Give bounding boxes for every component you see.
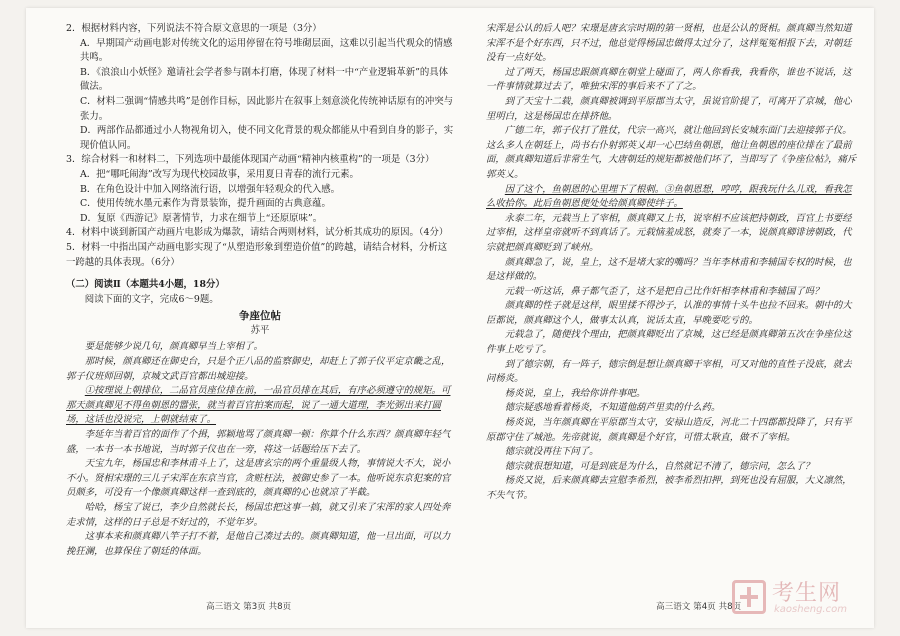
page-footer-left: 高三语文 第3页 共8页 — [206, 602, 292, 612]
passage-paragraph: 那时候，颜真卿还在御史台，只是个正八品的监察御史，却赶上了郭子仪平定京畿之乱，郭子仪班师回朝，京城文武百官都出城迎接。 — [66, 356, 451, 382]
passage-paragraph: 哈哈，杨宝了说已，李少自然就长长，杨国忠把这事一搞，就又引来了宋浑的家人四处奔走求情，这样的日子总是不好过的，不觉年岁。 — [66, 502, 451, 528]
passage-paragraph: 元载急了，随便找个理由，把颜真卿贬出了京城，这已经是颜真卿第五次在争座位这件事上吃亏了。 — [486, 329, 852, 356]
passage-paragraph: 杨炎说，当年颜真卿在平原郡当太守，安禄山造反，河北二十四郡都投降了，只有平原郡守住了城池。先帝就说，颜真卿是个好官，可惜太耿直，做不了宰相。 — [486, 417, 852, 443]
passage-paragraph-underlined: 因了这个，鱼朝恩的心里埋下了根刺。③鱼朝恩想，哼哼，跟我玩什么儿戏，看我怎么收拾你。此后鱼朝恩便处处给颜真卿使绊子。 — [486, 183, 852, 210]
passage-author: 苏平 — [250, 324, 270, 336]
option-3b: B．在角色设计中加入网络流行语，以增强年轻观众的代入感。 — [80, 183, 341, 195]
passage-paragraph: 颜真卿急了，说，皇上，这不是堵大家的嘴吗？当年李林甫和李辅国专权的时候，也是这样做的。 — [486, 256, 852, 283]
option-3d: D．复原《西游记》原著情节，力求在细节上“还原原味”。 — [80, 212, 323, 224]
passage-paragraph-underlined: ①按理说上朝排位，二品官员座位排在前，一品官员排在其后，有序必须遵守的规矩。可那天颜真卿见不得鱼朝恩的嚣张，就当着百官拍案而起，说了一通大道理，李光弼出来打圆场，这话也没说完，上朝就结束了。 — [66, 385, 451, 426]
question-5: 5．材料一中指出国产动画电影实现了“从塑造形象到塑造价值”的跨越，请结合材料，分析这一跨越的具体表现。（6分） — [66, 241, 448, 268]
passage-paragraph: 这事本来和颜真卿八竿子打不着，是他自己凑过去的。颜真卿知道，他一旦出面，可以力挽狂澜，也算保住了朝廷的体面。 — [66, 531, 451, 557]
watermark — [732, 576, 882, 620]
question-3: 3．综合材料一和材料二，下列选项中最能体现国产动画“精神内核重构”的一项是（3分） — [66, 154, 435, 166]
passage-paragraph: 德宗疑惑地看着杨炎，不知道他葫芦里卖的什么药。 — [504, 402, 721, 414]
passage-title: 争座位帖 — [239, 310, 281, 323]
passage-paragraph: 广德二年，郭子仪打了胜仗，代宗一高兴，就让他回到长安城东面门去迎接郭子仪。这么多人在朝廷上，尚书右仆射郭英乂却一心巴结鱼朝恩，他让鱼朝恩的座位排在了最前面，颜真卿知道后非常生气，大唐朝廷的规矩都被他们坏了，当即写了《争座位帖》，痛斥郭英乂。 — [486, 125, 857, 180]
passage-paragraph: 德宗就很想知道，可是到底是为什么，自然就记不清了，德宗问，怎么了？ — [504, 460, 815, 472]
passage-paragraph: 到了天宝十二载，颜真卿被调到平原郡当太守，虽说官阶提了，可离开了京城，他心里明白，这是杨国忠在排挤他。 — [486, 95, 852, 122]
passage-paragraph: 元载一听这话，鼻子都气歪了，这不是把自己比作奸相李林甫和李辅国了吗？ — [504, 285, 824, 297]
passage-paragraph: 杨炎说，皇上，我给你讲件事吧。 — [504, 387, 646, 399]
option-3a: A．把“哪吒闹海”改写为现代校园故事，采用夏日青春的流行元素。 — [80, 168, 359, 180]
question-4: 4．材料中谈到新国产动画片电影成为爆款，请结合两则材料，试分析其成功的原因。（4分） — [66, 227, 449, 239]
watermark-url: kaosheng.com — [774, 604, 847, 615]
passage-paragraph: 宋浑是公认的后人吧？宋璟是唐玄宗时期的第一贤相，也是公认的贤相。颜真卿当然知道宋浑不是个好东西，只不过，他总觉得杨国忠做得太过分了，这样冤冤相报下去，对朝廷没有一点好处。 — [486, 23, 852, 64]
reading-instruction: 阅读下面的文字，完成6～9题。 — [84, 293, 219, 305]
right-page — [486, 22, 858, 608]
passage-paragraph: 天宝九年，杨国忠和李林甫斗上了，这是唐玄宗的两个重量级人物，事情说大不大，说小不小。贤相宋璟的三儿子宋浑在东京当官，贪赃枉法，被御史参了一本。他听说东京犯案的官员颇多，可没有一个像颜真卿这样一查到底的，颜真卿的心也就凉了半截。 — [66, 458, 451, 499]
passage-paragraph: 到了德宗朝，有一阵子，德宗倒是想让颜真卿干宰相，可又对他的直性子没底，就去问杨炎。 — [486, 358, 852, 385]
passage-paragraph: 颜真卿的性子就是这样，眼里揉不得沙子，认准的事情十头牛也拉不回来。朝中的大臣都说，颜真卿这个人，做事太认真，说话太直，早晚要吃亏的。 — [486, 300, 852, 326]
watermark-logo-icon — [732, 580, 766, 614]
question-2: 2．根据材料内容，下列说法不符合原文意思的一项是（3分） — [66, 23, 322, 34]
passage-paragraph: 过了两天，杨国忠跟颜真卿在朝堂上碰面了，两人你看我，我看你，谁也不说话，这一件事情就算过去了，唯独宋浑的事后来不了了之。 — [486, 66, 852, 93]
passage-paragraph: 杨炎又说，后来颜真卿去宣慰李希烈，被李希烈扣押，到死也没有屈服，大义凛然，不失气节。 — [486, 475, 852, 501]
option-2d: D．两部作品都通过小人物视角切入，使不同文化背景的观众都能从中看到自身的影子，实现价值认同。 — [80, 125, 454, 151]
section-heading: （二）阅读Ⅱ（本题共4小题，18分） — [66, 279, 225, 291]
passage-paragraph: 李延年当着百官的面作了个揖，郭颖地骂了颜真卿一顿：你算个什么东西？颜真卿年轻气盛，一本书一本书地说，当时郭子仪也在一旁，将这一话题给压下去了。 — [66, 429, 451, 455]
left-page — [66, 22, 454, 608]
option-2b: B．《浪浪山小妖怪》邀请社会学者参与剧本打磨，体现了材料一中“产业逻辑革新”的具体做法。 — [80, 66, 449, 93]
passage-paragraph: 永泰二年，元载当上了宰相，颜真卿又上书，说宰相不应该把持朝政，百官上书要经过宰相，这样皇帝就听不到真话了。元载恼羞成怒，就奏了一本，说颜真卿诽谤朝政，代宗就把颜真卿贬到了峡州。 — [486, 212, 852, 253]
option-3c: C．使用传统水墨元素作为背景装饰，提升画面的古典意蕴。 — [80, 198, 331, 210]
watermark-brand: 考生网 — [772, 581, 842, 606]
exam-sheet — [26, 8, 874, 628]
passage-paragraph: 德宗就没再往下问了。 — [504, 446, 599, 458]
passage-paragraph: 要是能够少说几句，颜真卿早当上宰相了。 — [84, 341, 263, 353]
option-2a: A．早期国产动画电影对传统文化的运用停留在符号堆砌层面，这难以引起当代观众的情感共鸣。 — [80, 37, 453, 64]
option-2c: C．材料二强调“情感共鸣”是创作目标，因此影片在叙事上刻意淡化传统神话原有的冲突与张力。 — [80, 95, 454, 122]
page-footer-right: 高三语文 第4页 共8页 — [656, 602, 742, 612]
